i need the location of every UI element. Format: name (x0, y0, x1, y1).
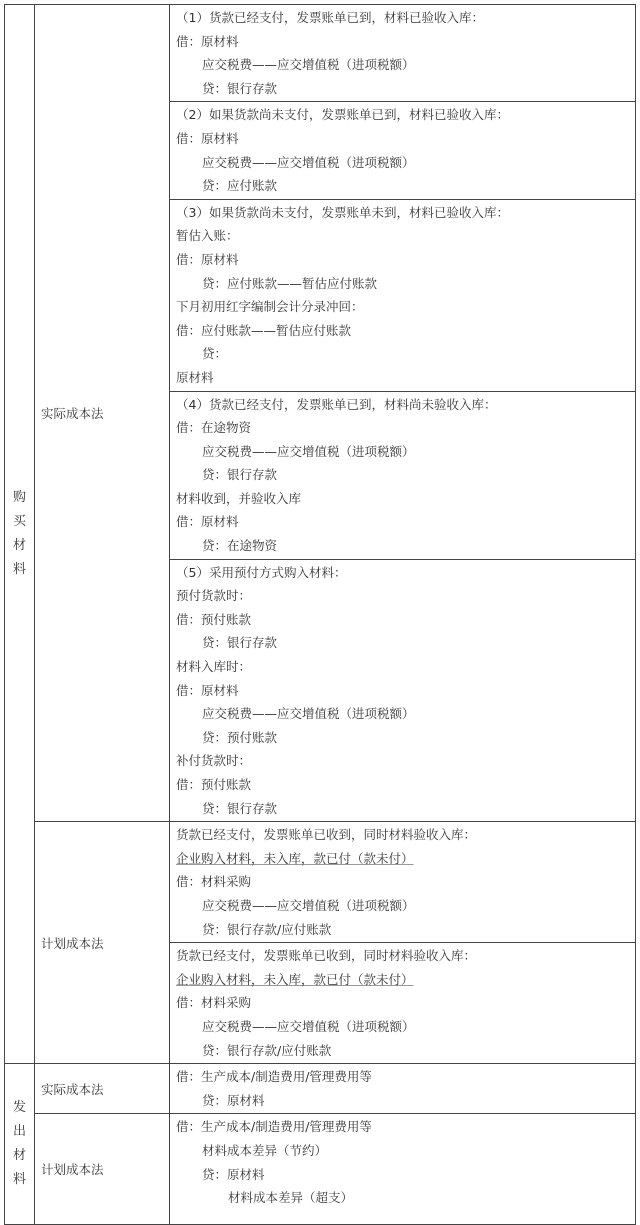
entry-line-credit: 贷：银行存款 (202, 467, 278, 483)
entry-line-credit: 贷：银行存款/应付账款 (202, 921, 332, 937)
entry-line-debit-cont: 应交税费——应交增值税（进项税额） (202, 443, 415, 459)
entry-line-debit: 借：原材料 (176, 682, 239, 698)
entry-line-heading: （1）货款已经支付，发票账单已到，材料已验收入库： (176, 10, 484, 25)
section-title-char: 出 (12, 1124, 26, 1140)
entry-line-text: 材料入库时： (176, 659, 252, 675)
section-title-char: 材 (12, 538, 26, 554)
section-title-char: 买 (12, 514, 26, 530)
entry-line-text: 预付货款时： (176, 588, 252, 604)
entry-line-debit: 借：生产成本/制造费用/管理费用等 (176, 1069, 372, 1085)
journal-entry (170, 199, 636, 391)
section-title-char: 购 (12, 490, 26, 506)
entry-line-debit: 借：原材料 (176, 251, 239, 267)
entry-line-debit: 借：原材料 (176, 130, 239, 146)
entry-line-credit: 贷：银行存款/应付账款 (202, 1042, 332, 1058)
entry-line-text: 暂估入账： (176, 228, 239, 244)
entry-line-debit: 借：应付账款——暂估应付账款 (176, 322, 352, 338)
entry-line-credit: 贷： (202, 346, 228, 362)
entry-line-heading: （5）采用预付方式购入材料： (176, 564, 347, 580)
entry-line-debit: 借：原材料 (176, 33, 239, 49)
entry-line-text: 下月初用红字编制会计分录冲回： (176, 299, 364, 315)
entry-line-heading: 货款已经支付，发票账单已收到，同时材料验收入库： (176, 948, 477, 964)
journal-entry (170, 5, 636, 102)
method-name: 实际成本法 (35, 1064, 170, 1114)
journal-entry (170, 559, 636, 822)
entry-line-credit: 贷：银行存款 (202, 800, 278, 816)
entry-line-credit: 贷：原材料 (202, 1166, 265, 1182)
entry-line-debit-cont: 应交税费——应交增值税（进项税额） (202, 154, 415, 170)
entry-line-credit: 贷：原材料 (202, 1092, 265, 1108)
entry-line-credit-cont: 材料成本差异（超支） (228, 1190, 354, 1206)
journal-entry (170, 1114, 636, 1225)
entry-line-debit-cont: 应交税费——应交增值税（进项税额） (202, 1018, 415, 1034)
entry-line-credit: 贷：预付账款 (202, 729, 278, 745)
entry-line-credit: 贷：银行存款 (202, 635, 278, 651)
entry-line-debit-cont: 应交税费——应交增值税（进项税额） (202, 897, 415, 913)
entry-line-text: 补付货款时： (176, 753, 252, 769)
entry-line-credit: 贷：应付账款 (202, 178, 278, 194)
entry-line-heading: （3）如果货款尚未支付，发票账单未到，材料已验收入库： (176, 204, 509, 220)
table-row (5, 1114, 636, 1225)
entry-line-debit: 借：预付账款 (176, 611, 252, 627)
entry-line-debit-cont: 应交税费——应交增值税（进项税额） (202, 706, 415, 722)
section-title (5, 5, 35, 1064)
entry-line-debit: 借：原材料 (176, 514, 239, 530)
method-name: 实际成本法 (35, 5, 170, 822)
journal-entry (170, 822, 636, 943)
entry-line-text: 材料收到，并验收入库 (176, 490, 302, 506)
entry-line-heading: 货款已经支付，发票账单已收到，同时材料验收入库： (176, 827, 477, 843)
table-row (5, 5, 636, 102)
journal-entry (170, 1064, 636, 1114)
section-title-char: 材 (12, 1148, 26, 1164)
entry-line-text: 企业购入材料，未入库，款已付（款未付） (176, 850, 414, 866)
journal-entry (170, 943, 636, 1064)
section-title (5, 1064, 35, 1225)
entry-line-credit: 贷：银行存款 (202, 80, 278, 96)
entry-line-heading: （4）货款已经支付，发票账单已到，材料尚未验收入库： (176, 396, 497, 412)
accounting-entries-table (4, 4, 636, 1225)
entry-line-text: 原材料 (176, 369, 214, 385)
entry-line-debit-cont: 材料成本差异（节约） (202, 1142, 328, 1158)
entry-line-credit: 贷：在途物资 (202, 538, 278, 554)
entry-line-debit: 借：在途物资 (176, 420, 252, 436)
journal-entry (170, 391, 636, 559)
section-title-char: 发 (12, 1100, 26, 1116)
entry-line-debit: 借：预付账款 (176, 777, 252, 792)
table-row (5, 822, 636, 943)
section-title-char: 料 (12, 1172, 26, 1188)
entry-line-debit: 借：材料采购 (176, 995, 252, 1011)
entry-line-text: 企业购入材料，未入库，款已付（款未付） (176, 971, 414, 987)
method-name: 计划成本法 (35, 1114, 170, 1225)
table-row (5, 1064, 636, 1114)
method-name: 计划成本法 (35, 822, 170, 1064)
entry-line-heading: （2）如果货款尚未支付，发票账单已到，材料已验收入库： (176, 107, 509, 123)
journal-entry (170, 102, 636, 199)
section-title-char: 料 (12, 562, 26, 578)
entry-line-debit-cont: 应交税费——应交增值税（进项税额） (202, 57, 415, 73)
entry-line-debit: 借：材料采购 (176, 874, 252, 890)
entry-line-credit: 贷：应付账款——暂估应付账款 (202, 275, 378, 291)
entry-line-debit: 借：生产成本/制造费用/管理费用等 (176, 1119, 372, 1135)
